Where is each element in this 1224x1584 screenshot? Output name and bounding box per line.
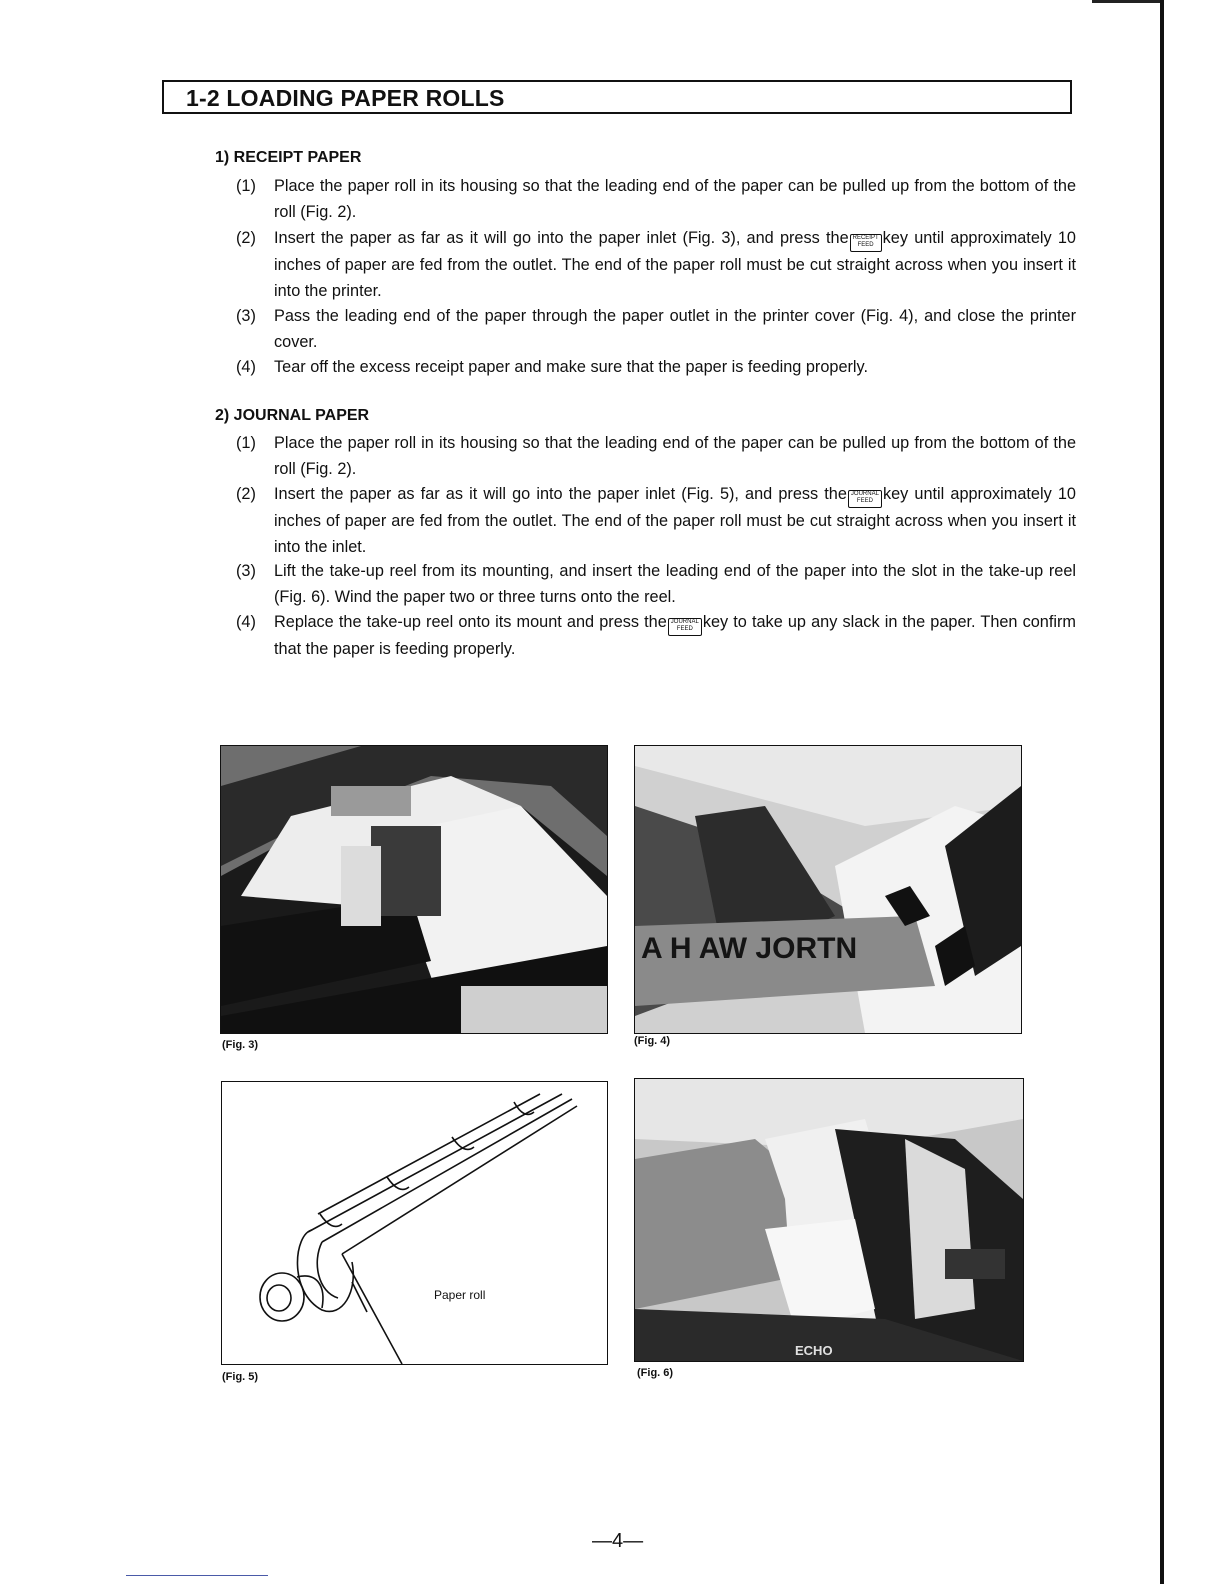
paper-roll-label: Paper roll — [434, 1288, 486, 1302]
receipt-feed-key-icon — [850, 234, 882, 252]
step-text: Lift the take-up reel from its mounting, and insert the leading end of the paper into the slot in the take-up reel (Fig. 6). Wind the paper two or three turns onto the reel. — [274, 562, 1076, 606]
step-text-a: Replace the take-up reel onto its mount and press the — [274, 613, 667, 631]
step-text — [274, 481, 1076, 560]
step-number: (1) — [236, 434, 256, 452]
step-number: (3) — [236, 307, 256, 325]
journal-feed-key-icon — [848, 490, 882, 508]
key-label-top: JOURNAL — [850, 491, 879, 497]
step-text-b: key until approximately 10 inches of paper are fed from the outlet. The end of the paper roll must be cut straight across when you insert it into the inlet. — [274, 485, 1076, 556]
key-label-top: JOURNAL — [670, 619, 699, 625]
step-text-a: Insert the paper as far as it will go into the paper inlet (Fig. 5), and press the — [274, 485, 847, 503]
step-number: (4) — [236, 358, 256, 376]
receipt-step-3 — [236, 303, 1076, 355]
journal-step-1 — [236, 430, 1076, 482]
page-right-border — [1160, 0, 1164, 1584]
fig4-photo-text: A H AW JORTN — [641, 932, 858, 965]
fig4-printer-cover-illustration — [635, 746, 1021, 1033]
fig5-paper-roll-diagram — [222, 1082, 607, 1364]
key-label-top: RECEIPT — [852, 235, 879, 241]
step-text-a: Insert the paper as far as it will go into the paper inlet (Fig. 3), and press the — [274, 229, 849, 247]
section-title: 1-2 LOADING PAPER ROLLS — [162, 80, 1072, 114]
key-label-bottom: FEED — [857, 242, 874, 248]
journal-step-3 — [236, 558, 1076, 610]
step-number: (2) — [236, 229, 256, 247]
receipt-paper-heading: 1) RECEIPT PAPER — [215, 149, 362, 166]
receipt-step-2 — [236, 225, 1076, 304]
step-number: (4) — [236, 613, 256, 631]
fig6-photo-text: ECHO — [795, 1343, 833, 1358]
fig3-printer-illustration — [221, 746, 607, 1033]
fig5-diagram — [221, 1081, 608, 1365]
journal-step-2 — [236, 481, 1076, 560]
key-label-bottom: FEED — [856, 498, 873, 504]
journal-step-4 — [236, 609, 1076, 662]
step-number: (3) — [236, 562, 256, 580]
step-text: Place the paper roll in its housing so that the leading end of the paper can be pulled up from the bottom of the roll (Fig. 2). — [274, 434, 1076, 478]
key-label-bottom: FEED — [676, 626, 693, 632]
step-number: (1) — [236, 177, 256, 195]
fig5-caption: (Fig. 5) — [222, 1371, 259, 1383]
journal-feed-key-icon — [668, 618, 702, 636]
step-text — [274, 609, 1076, 662]
fig3-photo — [220, 745, 608, 1034]
journal-paper-heading: 2) JOURNAL PAPER — [215, 407, 370, 424]
fig6-take-up-reel-illustration — [635, 1079, 1023, 1361]
step-text: Tear off the excess receipt paper and make sure that the paper is feeding properly. — [274, 358, 869, 376]
receipt-step-1 — [236, 173, 1076, 225]
top-edge-rule — [1092, 0, 1162, 3]
fig3-caption: (Fig. 3) — [222, 1039, 259, 1051]
step-text — [274, 225, 1076, 304]
step-text-b: key until approximately 10 inches of paper are fed from the outlet. The end of the paper roll must be cut straight across when you insert it into the printer. — [274, 229, 1076, 300]
fig4-photo — [634, 745, 1022, 1034]
step-text: Place the paper roll in its housing so that the leading end of the paper can be pulled up from the bottom of the roll (Fig. 2). — [274, 177, 1076, 221]
fig4-caption: (Fig. 4) — [634, 1035, 671, 1047]
step-number: (2) — [236, 485, 256, 503]
receipt-step-4 — [236, 354, 1076, 380]
fig6-photo — [634, 1078, 1024, 1362]
step-text-b: key to take up any slack in the paper. Then confirm that the paper is feeding properly. — [274, 613, 1076, 658]
step-text: Pass the leading end of the paper through the paper outlet in the printer cover (Fig. 4), and close the printer cover. — [274, 307, 1076, 351]
page-number: —4— — [592, 1530, 644, 1552]
bottom-edge-rule — [126, 1575, 268, 1576]
fig6-caption: (Fig. 6) — [637, 1367, 674, 1379]
